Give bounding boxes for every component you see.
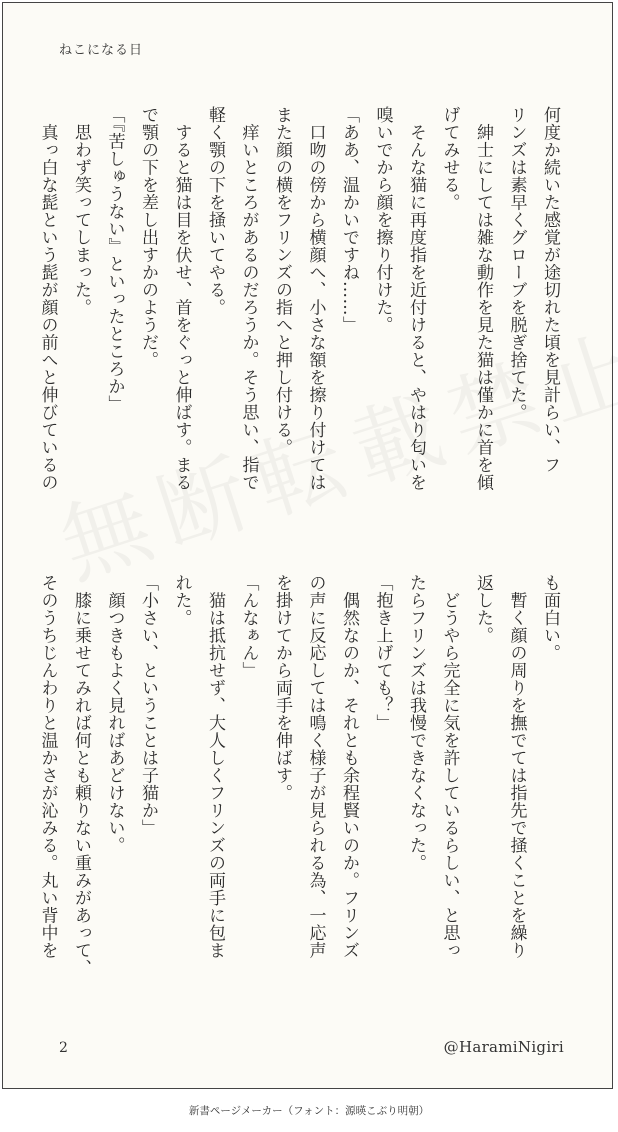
text-line: 膝に乗せてみれば何とも頼りない重みがあって、 (71, 574, 91, 977)
text-line: どうやら完全に気を許しているらしい、と思っ (439, 574, 460, 959)
text-line: の声に反応しては鳴く様子が見られる為、一応声 (305, 574, 326, 959)
text-line: 真っ白な髭という髭が顔の前へと伸びているの (37, 106, 58, 491)
text-line: 「ああ、温かいですね……」 (339, 106, 359, 334)
text-line: 口吻の傍から横顔へ、小さな額を擦り付けては (305, 106, 326, 491)
text-line: 猫は抵抗せず、大人しくフリンズの両手に包ま (205, 574, 225, 959)
text-line: 思わず笑ってしまった。 (71, 106, 91, 316)
text-line: リンズは素早くグローブを脱ぎ捨てた。 (506, 106, 527, 421)
text-block-bottom (30, 574, 566, 994)
text-line: げてみせる。 (439, 106, 460, 211)
text-line: で顎の下を差し出すかのようだ。 (138, 106, 158, 369)
page-number: 2 (59, 1040, 68, 1056)
text-line: たらフリンズは我慢できなくなった。 (406, 574, 426, 872)
text-line: すると猫は目を伏せ、首をぐっと伸ばす。まる (171, 106, 192, 491)
text-line: そんな猫に再度指を近付けると、やはり匂いを (406, 106, 426, 491)
chapter-title: ねこになる日 (59, 43, 144, 58)
text-line: 軽く顎の下を掻いてやる。 (205, 106, 225, 316)
generator-credit: 新書ページメーカー（フォント：源暎こぶり明朝） (188, 1105, 430, 1117)
text-line: れた。 (171, 574, 192, 627)
book-page (2, 2, 613, 1089)
author-handle: @HaramiNigiri (443, 1038, 564, 1056)
text-line: そのうちじんわりと温かさが沁みる。丸い背中を (37, 574, 58, 959)
text-line: 暫く顔の周りを撫でては指先で掻くことを繰り (506, 574, 527, 959)
text-line: 痒いところがあるのだろうか。そう思い、指で (238, 106, 259, 491)
text-line: 顔つきもよく見ればあどけない。 (104, 574, 125, 854)
text-line: また顔の横をフリンズの指へと押し付ける。 (272, 106, 292, 456)
text-line: 「抱き上げても？」 (372, 574, 393, 732)
text-line: も面白い。 (540, 574, 560, 662)
text-line: 嗅いでから顔を擦り付けた。 (372, 106, 393, 334)
text-line: 「小さい、ということは子猫か」 (138, 574, 158, 837)
text-line: 偶然なのか、それとも余程賢いのか。フリンズ (339, 574, 359, 959)
text-line: 紳士にしては雑な動作を見た猫は僅かに首を傾 (473, 106, 493, 491)
text-line: を掛けてから両手を伸ばす。 (272, 574, 292, 802)
text-line: 何度か続いた感覚が途切れた頃を見計らい、フ (540, 106, 560, 474)
text-block-top (30, 106, 566, 526)
text-line: 「んなぁん」 (238, 574, 259, 679)
text-line: 「『苦しゅうない』といったところか」 (104, 106, 125, 413)
text-line: 返した。 (473, 574, 493, 644)
